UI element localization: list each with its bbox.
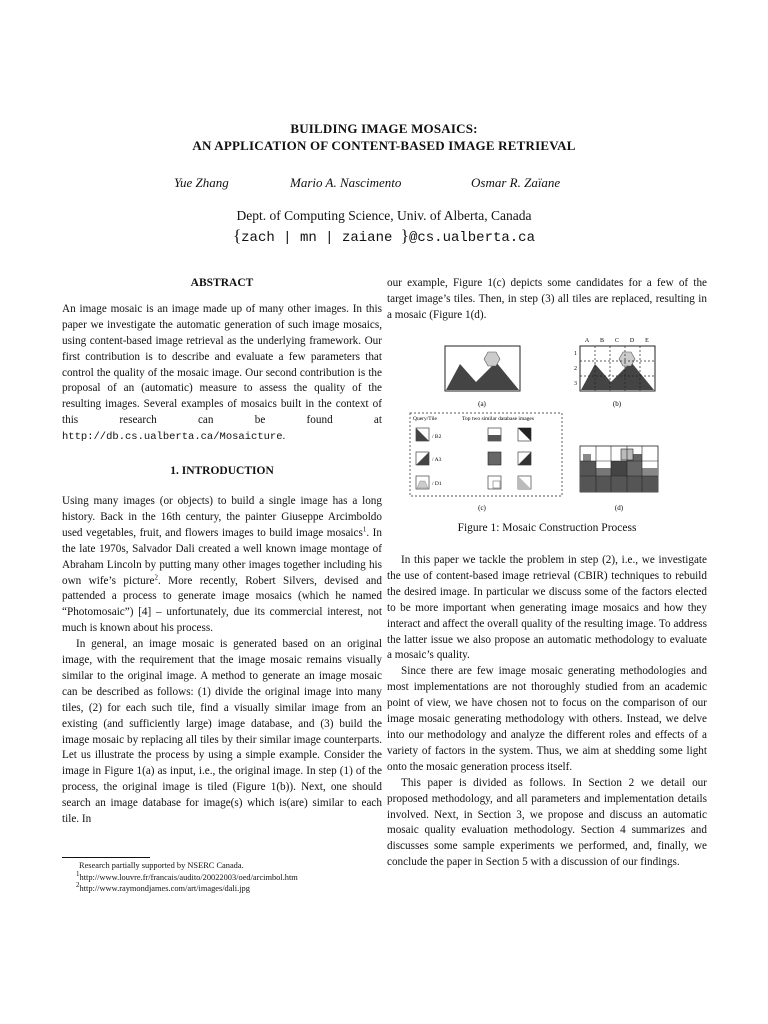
panel-b-label: (b) [612, 400, 622, 408]
intro-p1-part-a: Using many images (or objects) to build a single image has a long history. Back in the 16th century, the painter Giuseppe Arcimboldo used vegetables, fruit, and flowers images to build image mosaics [62, 494, 382, 539]
footnote-1-mark: 1 [76, 869, 80, 878]
abstract-heading: ABSTRACT [190, 277, 254, 289]
paper-title-line1: BUILDING IMAGE MOSAICS: [290, 121, 478, 136]
figure-panel-b [574, 338, 655, 408]
author-2: Mario A. Nascimento [290, 175, 402, 190]
affiliation: Dept. of Computing Science, Univ. of Alberta, Canada [236, 208, 532, 223]
left-column [62, 276, 382, 828]
abstract-url[interactable]: http://db.cs.ualberta.ca/Mosaicture [62, 431, 283, 444]
paper-title-line2: AN APPLICATION OF CONTENT-BASED IMAGE RETRIEVAL [192, 138, 576, 153]
email-domain: @cs.ualberta.ca [408, 230, 535, 246]
abstract-period: . [282, 430, 286, 443]
row-label-3: 3 [574, 381, 577, 387]
footnote-ref-2: 2 [154, 572, 158, 581]
row-label-1: 1 [574, 351, 577, 357]
col-label-e: E [645, 338, 649, 344]
email-brace-close: } [400, 226, 409, 245]
col-label-a: A [584, 338, 590, 344]
row-label-2: 2 [574, 366, 577, 372]
figure-panel-c [410, 413, 562, 512]
right-paragraph-3: This paper is divided as follows. In Section 2 we detail our proposed methodology, and all parameters and implementation details involved. Next, in Section 3, we propose and discuss an automatic mosaic quality evaluation methodology. Section 4 summarizes and discusses some sample experiments we performed, and, finally, we conclude the paper in Section 5 with a discussion of our findings. [387, 776, 707, 869]
abstract-text [62, 302, 382, 446]
panel-c-label: (c) [478, 504, 486, 512]
col-label-d: D [629, 338, 635, 344]
right-paragraph-2: Since there are few image mosaic generating methodologies and most implementations are not thoroughly studied from an academic point of view, we have chosen not to focus on the comparison of our image mosaic generating methodology with others. Instead, we delve into our methodology and analyze the different roles and effects of a variety of factors in the system. Thus, we aim at shedding some light onto the mosaic generation process itself. [387, 665, 707, 773]
footnotes [62, 860, 382, 895]
footnote-ref-1: 1 [362, 525, 367, 534]
intro-paragraph-1 [62, 494, 382, 637]
col-label-c: C [614, 338, 620, 344]
footnote-2 [62, 883, 382, 895]
email-users: zach | mn | zaiane [241, 230, 401, 246]
results-header: Top two similar database images [462, 416, 535, 422]
footnote-1 [62, 869, 382, 884]
author-3: Osmar R. Zaïane [471, 175, 561, 190]
footnote-2-url[interactable]: http://www.raymondjames.com/art/images/dali.jpg [79, 884, 250, 893]
query-tile-header: Query/Tile [413, 416, 437, 422]
tile-label-d1: / D1 [432, 481, 442, 487]
author-1: Yue Zhang [174, 175, 229, 190]
figure-panel-d [580, 446, 658, 512]
email-line [0, 226, 768, 246]
right-column-body [387, 553, 707, 871]
abstract-body: An image mosaic is an image made up of many other images. In this paper we investigate the automatic generation of such image mosaics, using content-based image retrieval as the underlying framework. Our first contribution is to describe and evaluate a few parameters that control the quality of the mosaic image. Our second contribution is the proposal of an (automatic) measure to assess the quality of the resulting images. Several examples of mosaics built in the context of this research can be found at [62, 302, 382, 427]
panel-a-label: (a) [478, 400, 486, 408]
figure-1 [400, 330, 700, 515]
right-paragraph-1: In this paper we tackle the problem in step (2), i.e., we investigate the use of content-based image retrieval (CBIR) techniques to rebuild the desired image. In particular we discuss some of the factors elected to be more important when generating image mosaics and how they interact and affect the overall quality of the resulting image. To address the latter issue we also propose an automatic methodology to evaluate a mosaic’s quality. [387, 554, 707, 662]
intro-paragraph-2: In general, an image mosaic is generated based on an original image, with the requirement that the image mosaic remains visually similar to the original image. A method to generate an image mosaic can be described as follows: (1) divide the original image into many tiles, (2) for each such tile, find a visually similar image from an existing (and sufficiently large) image database, and (3) build the image mosaic by replacing all tiles by their similar image counterparts. Let us illustrate the process by using a simple example. Consider the image in Figure 1(a) as input, i.e., the original image. In step (1) of the process, the original image is tiled (Figure 1(b)). Next, one should search an image database for image(s) which is(are) similar to each tile. In [62, 638, 382, 826]
footnote-2-mark: 2 [76, 881, 80, 890]
footnote-rule [62, 857, 150, 858]
figure-caption: Figure 1: Mosaic Construction Process [457, 522, 637, 534]
figure-panel-a [445, 346, 520, 408]
right-top-text: our example, Figure 1(c) depicts some candidates for a few of the target image’s tiles. Then, in step (3) all tiles are replaced, resulting in a mosaic (Figure 1(d). [387, 277, 707, 321]
tile-label-a3: / A3 [432, 457, 442, 463]
intro-p1-part-b: . In the late 1970s, Salvador Dali created a well known image montage of Abraham Lincoln by putting many other images together including his own wife’s picture [62, 526, 382, 587]
right-column-top [387, 276, 707, 324]
col-label-b: B [599, 338, 605, 344]
introduction-heading: 1. INTRODUCTION [170, 465, 274, 478]
support-note: Research partially supported by NSERC Canada. [79, 861, 244, 870]
footnote-1-url[interactable]: http://www.louvre.fr/francais/audito/20022003/oed/arcimbol.htm [79, 872, 298, 882]
email-brace-open: { [232, 226, 242, 245]
intro-p1-part-c: . More recently, Robert Silvers, devised and pattended a process to generate image mosaics (which he named “Photomosaic”) [4] – unfortunately, due its commercial interest, not much is known about his process. [62, 574, 382, 635]
panel-d-label: (d) [614, 504, 624, 512]
tile-label-b2: / B2 [432, 434, 442, 440]
